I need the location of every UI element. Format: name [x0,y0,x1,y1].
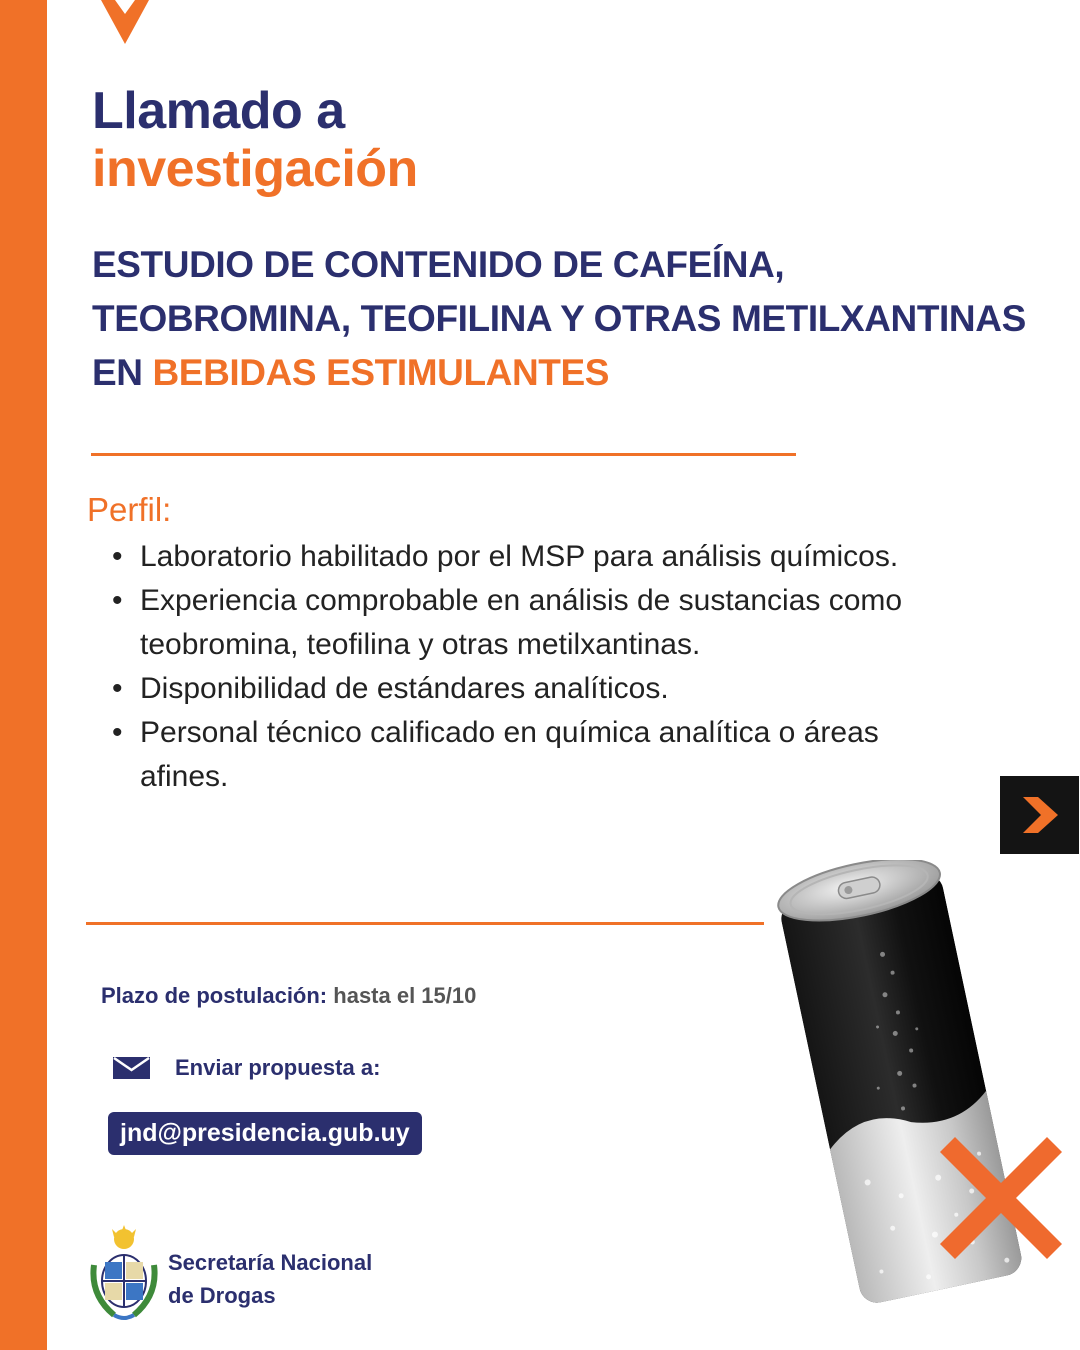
profile-list [112,535,912,799]
chevron-down-icon [101,0,149,44]
email-link[interactable]: jnd@presidencia.gub.uy [108,1112,422,1155]
coat-of-arms-logo [88,1225,160,1321]
contact-label: Enviar propuesta a: [175,1055,381,1080]
profile-item: • Disponibilidad de estándares analíticos. [112,667,912,711]
org-name-line1: Secretaría Nacional [168,1250,373,1275]
org-name-line2: de Drogas [168,1283,276,1308]
page-title-line1: Llamado a [92,82,345,140]
study-title [92,238,1052,400]
next-slide-button[interactable] [1000,776,1079,854]
profile-label: Perfil: [87,491,172,528]
side-accent-bar [0,0,47,1350]
deadline [101,981,476,1011]
deadline-value: hasta el 15/10 [333,983,477,1008]
divider-top [91,453,796,456]
profile-item: • Laboratorio habilitado por el MSP para análisis químicos. [112,535,912,579]
deadline-label: Plazo de postulación: [101,983,328,1008]
envelope-icon [113,1057,150,1079]
energy-drink-can-image [740,860,1080,1350]
study-title-main: ESTUDIO DE CONTENIDO DE CAFEÍNA, TEOBROMINA, TEOFILINA Y OTRAS METILXANTINAS EN [92,244,1026,393]
profile-item: • Personal técnico calificado en química analítica o áreas afines. [112,711,912,799]
chevron-right-icon [1020,795,1060,835]
study-title-highlight: BEBIDAS ESTIMULANTES [152,352,610,393]
contact-row [113,1053,380,1083]
divider-bottom [86,922,764,925]
profile-item: • Experiencia comprobable en análisis de sustancias como teobromina, teofilina y otras metilxantinas. [112,579,912,667]
page-title-line2: investigación [92,140,418,198]
org-name [168,1246,372,1312]
